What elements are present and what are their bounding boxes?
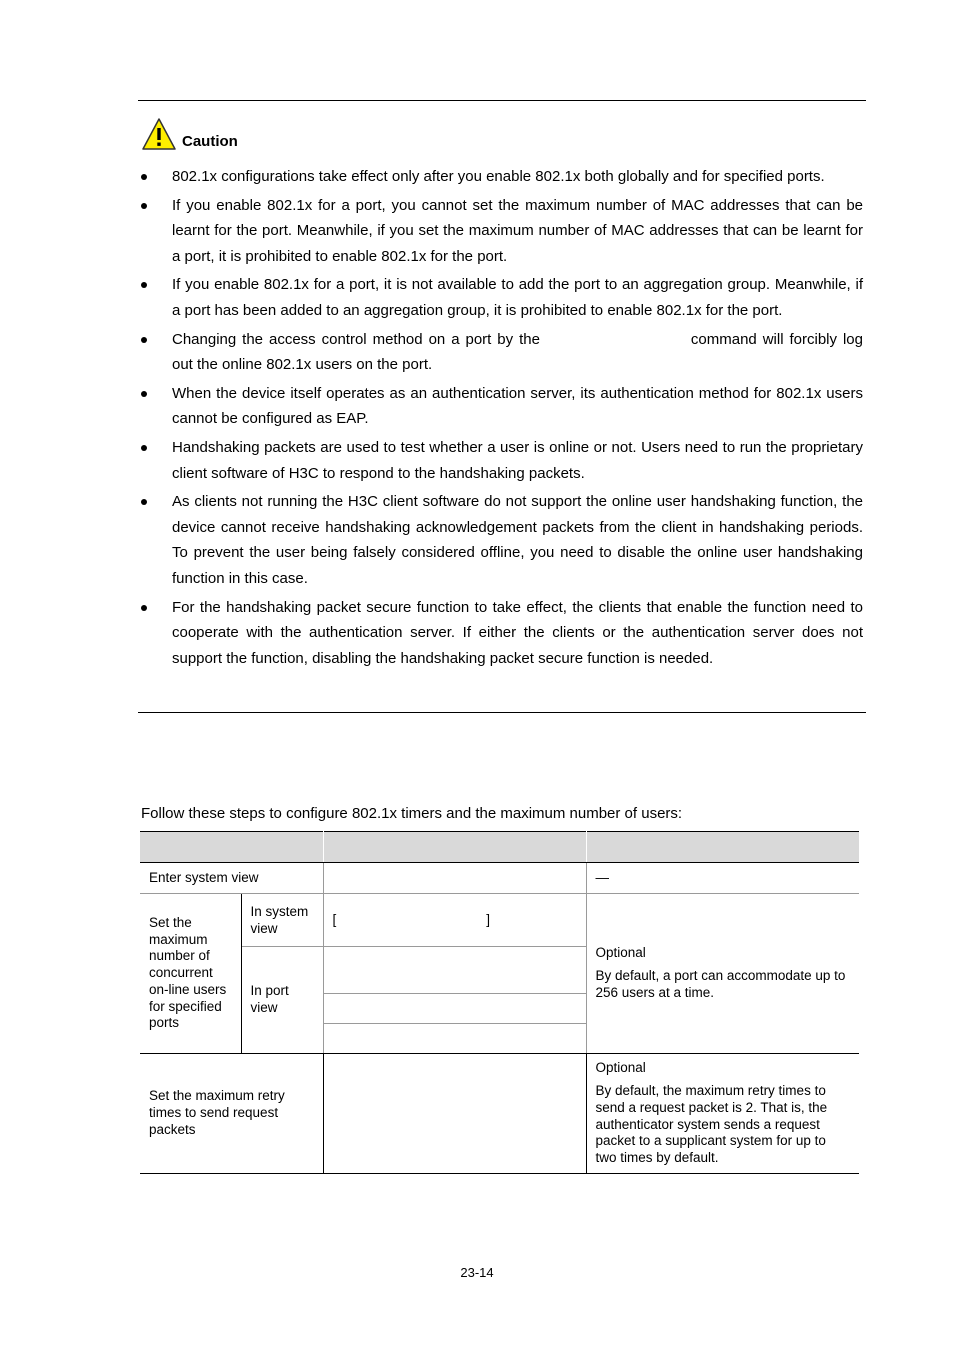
table-row bbox=[140, 894, 859, 947]
top-rule bbox=[138, 100, 866, 101]
caution-item: When the device itself operates as an authentication server, its authentication method for 802.1x users cannot be configured as EAP. bbox=[141, 381, 863, 432]
caution-item: Changing the access control method on a port by the command will forcibly log out the online 802.1x users on the port. bbox=[141, 327, 863, 378]
caution-item: For the handshaking packet secure function to take effect, the clients that enable the function need to cooperate with the authentication server. If either the clients or the authentication server does not support the function, disabling the handshaking packet secure function is needed. bbox=[141, 595, 863, 672]
sub-operation-cell: In port view bbox=[241, 947, 323, 1054]
warning-icon bbox=[141, 117, 177, 151]
operation-cell: Enter system view bbox=[140, 863, 323, 894]
command-cell bbox=[323, 863, 586, 894]
sub-operation-cell: In system view bbox=[241, 894, 323, 947]
table-header-row bbox=[140, 832, 859, 863]
header-cell-operation bbox=[140, 832, 323, 863]
caution-item: As clients not running the H3C client software do not support the online user handshaking function, the device cannot receive handshaking acknowledgement packets from the client in handshaking periods. To prevent the user being falsely considered offline, you need to disable the online user handshaking function in this case. bbox=[141, 489, 863, 591]
command-cell bbox=[323, 1054, 586, 1174]
bottom-rule bbox=[138, 712, 866, 713]
caution-item: If you enable 802.1x for a port, you cannot set the maximum number of MAC addresses that can be learnt for the port. Meanwhile, if you set the maximum number of MAC addresses that can be learnt for a port, it is prohibited to enable 802.1x for the port. bbox=[141, 193, 863, 270]
caution-item: If you enable 802.1x for a port, it is not available to add the port to an aggregation group. Meanwhile, if a port has been added to an aggregation group, it is prohibited to enable 802.1x for the port. bbox=[141, 272, 863, 323]
operation-cell: Set the maximum retry times to send request packets bbox=[140, 1054, 323, 1174]
table-row bbox=[140, 863, 859, 894]
header-cell-remarks bbox=[586, 832, 859, 863]
caution-title: Caution bbox=[182, 133, 238, 150]
table-row bbox=[140, 1054, 859, 1174]
intro-text: Follow these steps to configure 802.1x timers and the maximum number of users: bbox=[141, 805, 683, 822]
caution-item: 802.1x configurations take effect only after you enable 802.1x both globally and for specified ports. bbox=[141, 164, 863, 190]
header-cell-command bbox=[323, 832, 586, 863]
caution-item: Handshaking packets are used to test whether a user is online or not. Users need to run the proprietary client software of H3C to respond to the handshaking packets. bbox=[141, 435, 863, 486]
page-number: 23-14 bbox=[460, 1265, 494, 1280]
command-cell bbox=[323, 994, 586, 1024]
command-cell bbox=[323, 947, 586, 994]
remarks-cell: Optional By default, a port can accommodate up to 256 users at a time. bbox=[586, 894, 859, 1054]
remarks-cell: — bbox=[586, 863, 859, 894]
command-cell: [ ] bbox=[323, 894, 586, 947]
command-cell bbox=[323, 1024, 586, 1054]
caution-list bbox=[141, 164, 863, 674]
operation-cell: Set the maximum number of concurrent on-line users for specified ports bbox=[140, 894, 241, 1054]
remarks-cell: Optional By default, the maximum retry times to send a request packet is 2. That is, the authenticator system sends a request packet to a supplicant system for up to two times by default. bbox=[586, 1054, 859, 1174]
config-table bbox=[140, 831, 859, 1174]
